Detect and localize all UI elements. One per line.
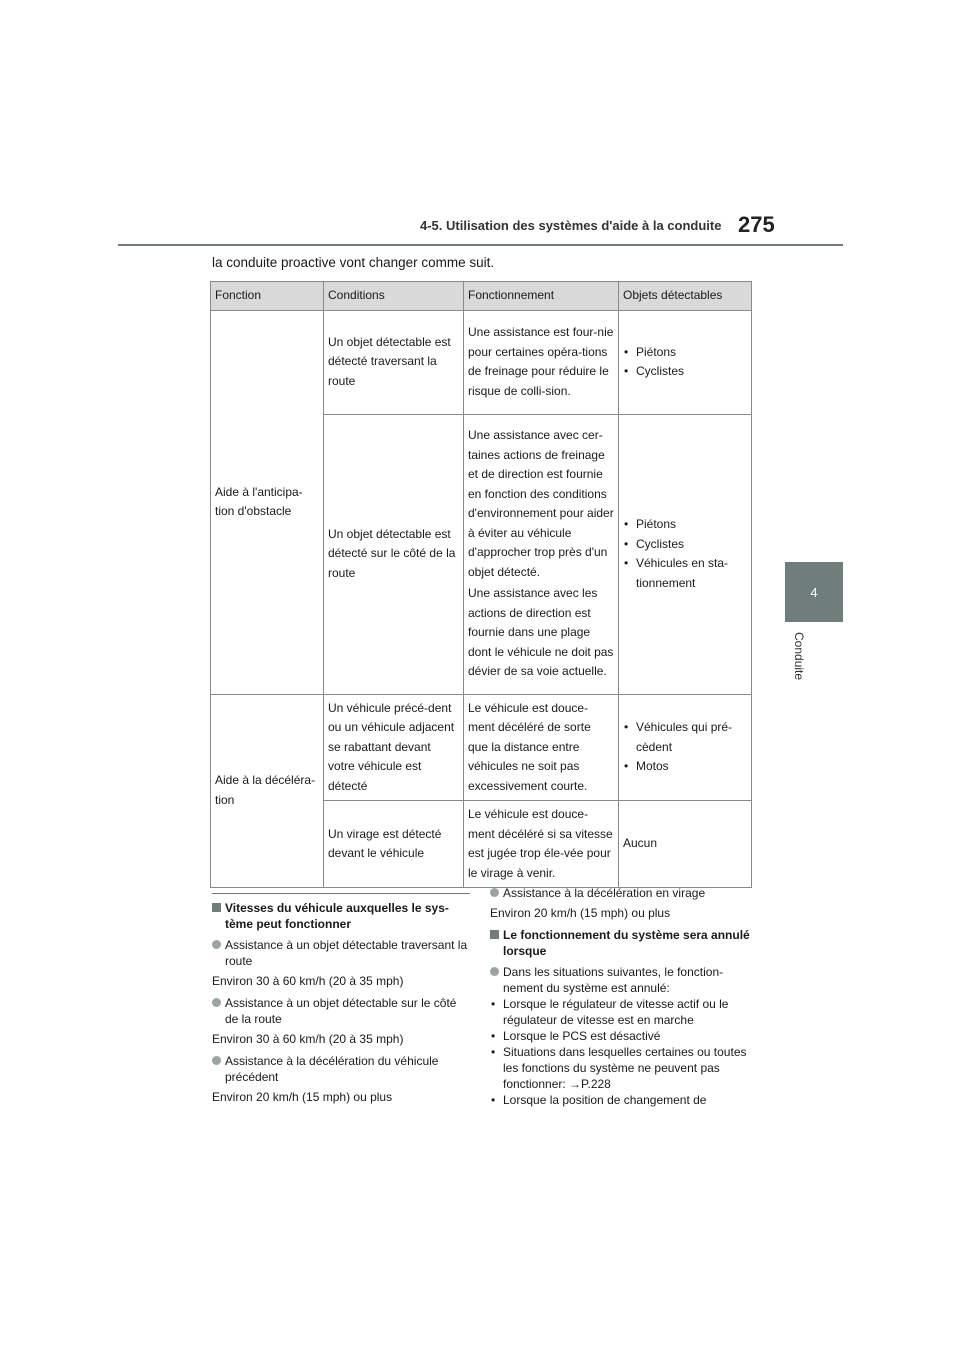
objects-cell: [619, 414, 752, 694]
objects-cell: [619, 694, 752, 801]
function-cell: Aide à la décéléra-tion: [211, 694, 324, 888]
condition-cell: Un objet détectable est détecté traversant la route: [324, 310, 464, 414]
square-bullet-icon: [212, 903, 221, 912]
object-item: • Véhicules en sta-tionnement: [623, 554, 747, 593]
sub-item: • Lorsque le PCS est désactivé: [491, 1029, 661, 1043]
round-bullet-icon: [490, 888, 499, 897]
item-label: Assistance à la décélération en virage: [503, 886, 706, 900]
page-number: 275: [738, 212, 775, 237]
objects-cell: Aucun: [619, 801, 752, 888]
operation-cell: [464, 414, 619, 694]
item-value: Environ 20 km/h (15 mph) ou plus: [212, 1090, 393, 1104]
chapter-number: 4: [810, 584, 818, 600]
header-objects: Objets détectables: [619, 282, 752, 311]
item-label: Dans les situations suivantes, le fonction-nement du système est annulé:: [503, 965, 724, 995]
object-item: • Piétons: [623, 515, 747, 535]
round-bullet-icon: [212, 998, 221, 1007]
item-label: Assistance à un objet détectable sur le côté de la route: [225, 996, 457, 1026]
object-item: • Motos: [623, 757, 747, 777]
list-item: [212, 995, 470, 1027]
header-operation: Fonctionnement: [464, 282, 619, 311]
operation-text: Une assistance est four-nie pour certaines opéra-tions de freinage pour réduire le risque de colli-sion.: [468, 325, 614, 398]
sub-item-text: Lorsque le PCS est désactivé: [503, 1029, 661, 1043]
chapter-tab[interactable]: [785, 562, 843, 622]
item-value: Environ 30 à 60 km/h (20 à 35 mph): [212, 974, 404, 988]
object-item: • Piétons: [623, 343, 747, 363]
list-item: [490, 964, 752, 996]
sub-item-text: Lorsque la position de changement de: [503, 1093, 707, 1107]
sub-item-text: Lorsque le régulateur de vitesse actif ou le régulateur de vitesse est en marche: [503, 997, 729, 1027]
operation-text: Le véhicule est douce-ment décéléré si sa vitesse est jugée trop éle-vée pour le virage à venir.: [468, 807, 613, 880]
square-bullet-icon: [490, 930, 499, 939]
operation-cell: [464, 694, 619, 801]
header-rule: [118, 244, 843, 246]
sub-item-text: Situations dans lesquelles certaines ou toutes les fonctions du système ne peuvent pas fonctionner: →P.228: [503, 1045, 747, 1091]
item-value: Environ 20 km/h (15 mph) ou plus: [490, 906, 671, 920]
section-heading: [490, 927, 752, 959]
sub-item: • Lorsque la position de changement de: [491, 1093, 707, 1107]
operation-cell: [464, 310, 619, 414]
item-value: Environ 30 à 60 km/h (20 à 35 mph): [212, 1032, 404, 1046]
object-item: • Cyclistes: [623, 362, 747, 382]
item-label: Assistance à un objet détectable traversant la route: [225, 938, 468, 968]
operation-text: Le véhicule est douce-ment décéléré de sorte que la distance entre véhicules ne soit pas excessivement courte.: [468, 700, 591, 793]
list-item: [212, 1053, 470, 1085]
section-heading-text: Vitesses du véhicule auxquelles le sys-tème peut fonctionner: [225, 901, 449, 931]
round-bullet-icon: [212, 1056, 221, 1065]
table-row: [211, 694, 752, 801]
object-item: • Cyclistes: [623, 535, 747, 555]
table-row: [211, 310, 752, 414]
function-cell: Aide à l'anticipa-tion d'obstacle: [211, 310, 324, 694]
condition-cell: Un objet détectable est détecté sur le côté de la route: [324, 414, 464, 694]
chapter-label: Conduite: [792, 632, 806, 681]
left-column: [212, 893, 470, 1111]
condition-cell: Un véhicule précé-dent ou un véhicule adjacent se rabattant devant votre véhicule est détecté: [324, 694, 464, 801]
section-heading: [212, 900, 470, 932]
round-bullet-icon: [212, 940, 221, 949]
sub-item: • Lorsque le régulateur de vitesse actif ou le régulateur de vitesse est en marche: [491, 996, 752, 1028]
section-title: 4-5. Utilisation des systèmes d'aide à la conduite: [420, 218, 722, 233]
function-table: [210, 281, 752, 888]
round-bullet-icon: [490, 967, 499, 976]
condition-cell: Un virage est détecté devant le véhicule: [324, 801, 464, 888]
table-header-row: [211, 282, 752, 311]
operation-cell: [464, 801, 619, 888]
intro-text: la conduite proactive vont changer comme suit.: [212, 255, 495, 270]
operation-text: Une assistance avec cer-taines actions de freinage et de direction est fournie en fonction des conditions d'environnement pour aider à éviter au véhicule d'approcher trop près d'un objet détecté.: [468, 428, 614, 579]
object-item: • Véhicules qui pré-cèdent: [623, 718, 747, 757]
item-label: Assistance à la décélération du véhicule précédent: [225, 1054, 439, 1084]
objects-cell: [619, 310, 752, 414]
right-column: [490, 885, 752, 1108]
section-heading-text: Le fonctionnement du système sera annulé lorsque: [503, 928, 750, 958]
sub-item: • Situations dans lesquelles certaines ou toutes les fonctions du système ne peuvent pas fonctionner: →P.228: [491, 1044, 752, 1092]
section-divider: [212, 893, 470, 894]
list-item: [490, 885, 752, 901]
header-conditions: Conditions: [324, 282, 464, 311]
operation-text: Une assistance avec les actions de direction est fournie dans une plage dont le véhicule ne doit pas dévier de sa voie actuelle.: [468, 586, 614, 679]
header-function: Fonction: [211, 282, 324, 311]
list-item: [212, 937, 470, 969]
